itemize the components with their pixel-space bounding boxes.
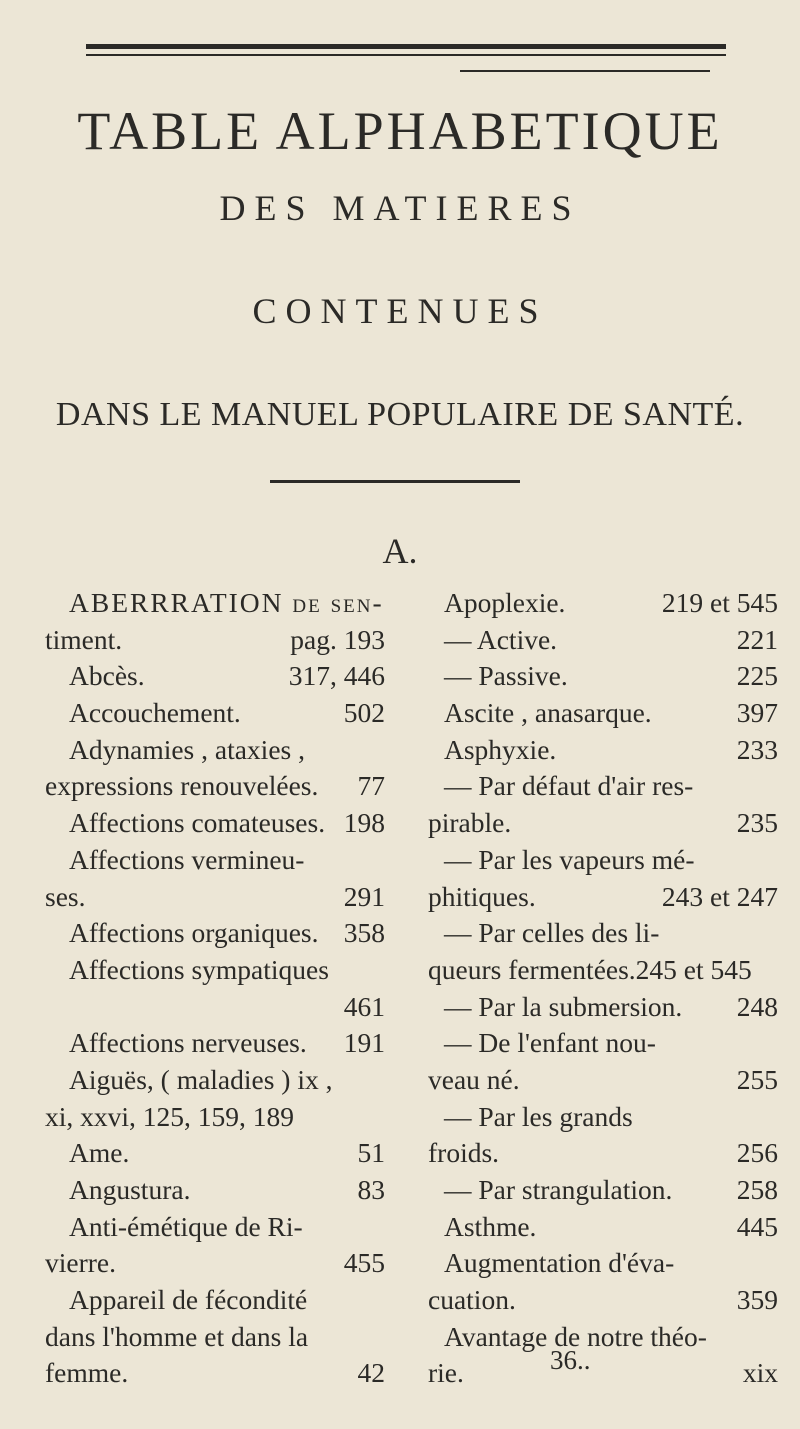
index-entry xyxy=(45,1245,385,1282)
index-entry xyxy=(45,1135,385,1172)
index-entry xyxy=(428,658,778,695)
entry-page xyxy=(377,952,385,989)
index-entry xyxy=(45,768,385,805)
title-line-3: CONTENUES xyxy=(252,291,548,331)
entry-page: 291 xyxy=(343,880,385,912)
index-entry xyxy=(45,1282,385,1319)
index-entry xyxy=(428,989,778,1026)
entry-text: dans l'homme et dans la xyxy=(45,1320,309,1352)
entry-text: pirable. xyxy=(428,807,512,839)
entry-page: 258 xyxy=(736,1174,778,1205)
index-entry xyxy=(428,1135,778,1172)
index-entry xyxy=(45,1025,385,1062)
entry-page: 191 xyxy=(343,1027,385,1059)
entry-text: expressions renouvelées. xyxy=(45,770,319,802)
entry-page: 445 xyxy=(736,1210,778,1242)
title-line-4: DANS LE MANUEL POPULAIRE DE SANTÉ. xyxy=(55,396,745,433)
index-entry xyxy=(428,585,778,622)
entry-page: 317, 446 xyxy=(288,660,385,692)
index-entry xyxy=(45,732,385,769)
entry-page xyxy=(377,842,385,879)
entry-page: 225 xyxy=(736,660,778,692)
index-entry xyxy=(45,1062,385,1099)
entry-page: xix xyxy=(742,1357,778,1389)
index-entry xyxy=(428,879,778,916)
index-entry xyxy=(45,1209,385,1246)
index-entry xyxy=(428,1355,778,1392)
entry-text: Angustura. xyxy=(69,1174,191,1205)
index-entry xyxy=(45,622,385,659)
index-entry xyxy=(428,1025,778,1062)
entry-text: Abcès. xyxy=(69,660,145,692)
entry-page xyxy=(770,1319,778,1356)
entry-page: 77 xyxy=(357,770,385,802)
entry-page: 455 xyxy=(343,1247,385,1279)
entry-page xyxy=(770,915,778,952)
entry-text: Affections sympatiques xyxy=(69,953,329,985)
index-entry xyxy=(428,1245,778,1282)
index-entry xyxy=(428,768,778,805)
page-signature: 36.. xyxy=(550,1345,591,1375)
entry-text: — Par les vapeurs mé- xyxy=(444,843,695,875)
index-entry xyxy=(428,915,778,952)
entry-page xyxy=(770,1245,778,1282)
index-entry xyxy=(45,842,385,879)
entry-text: queurs fermentées.245 et 545 xyxy=(428,953,752,985)
index-entry xyxy=(428,1209,778,1246)
entry-page: 256 xyxy=(736,1137,778,1169)
entry-page: pag. 193 xyxy=(290,623,385,655)
entry-text: — Par les grands xyxy=(444,1100,633,1132)
entry-page: 219 et 545 xyxy=(661,587,778,618)
entry-text: ABERRRATION de sen- xyxy=(69,587,384,618)
entry-text: timent. xyxy=(45,623,123,655)
entry-text: — Par la submersion. xyxy=(444,990,683,1022)
left-column xyxy=(45,585,385,1392)
index-entry xyxy=(45,879,385,916)
index-entry xyxy=(428,805,778,842)
entry-text: Apoplexie. xyxy=(444,587,566,618)
entry-page: 255 xyxy=(736,1063,778,1095)
entry-text: Ascite , anasarque. xyxy=(444,697,652,729)
entry-text: Appareil de fécondité xyxy=(69,1284,308,1316)
index-entry xyxy=(45,585,385,622)
index-entry xyxy=(428,1062,778,1099)
index-entry xyxy=(45,1099,385,1136)
index-entry xyxy=(428,622,778,659)
index-entry xyxy=(45,989,385,1026)
entry-page xyxy=(377,1062,385,1099)
entry-text: Asphyxie. xyxy=(444,733,557,765)
entry-page: 235 xyxy=(736,807,778,839)
right-column xyxy=(428,585,778,1392)
entry-text: — Par défaut d'air res- xyxy=(444,770,694,802)
index-entry xyxy=(428,695,778,732)
entry-text: Avantage de notre théo- xyxy=(444,1320,707,1352)
entry-page xyxy=(384,585,392,622)
entry-page xyxy=(770,1025,778,1062)
entry-page: 83 xyxy=(357,1174,385,1205)
entry-text: Affections nerveuses. xyxy=(69,1027,307,1059)
index-entry xyxy=(428,1172,778,1209)
index-entry xyxy=(428,842,778,879)
entry-page: 221 xyxy=(736,623,778,655)
index-entry xyxy=(428,1319,778,1356)
entry-text: rie. xyxy=(428,1357,464,1389)
entry-page xyxy=(377,1209,385,1246)
entry-text: cuation. xyxy=(428,1284,516,1316)
entry-page: 358 xyxy=(343,917,385,949)
entry-page: 397 xyxy=(736,697,778,729)
entry-page xyxy=(377,1099,385,1136)
entry-text: Augmentation d'éva- xyxy=(444,1247,675,1279)
index-entry xyxy=(45,658,385,695)
entry-page xyxy=(377,732,385,769)
index-entry xyxy=(45,1355,385,1392)
index-entry xyxy=(428,1282,778,1319)
entry-text: Asthme. xyxy=(444,1210,537,1242)
entry-page: 51 xyxy=(357,1137,385,1169)
entry-text: vierre. xyxy=(45,1247,116,1279)
entry-text: froids. xyxy=(428,1137,500,1169)
top-rule-short xyxy=(460,70,710,72)
entry-page xyxy=(377,1282,385,1319)
index-entry xyxy=(428,1099,778,1136)
entry-text: Adynamies , ataxies , xyxy=(69,733,305,765)
separator-rule xyxy=(270,480,520,483)
entry-text: — De l'enfant nou- xyxy=(444,1027,656,1059)
entry-text: ses. xyxy=(45,880,86,912)
title-line-1: TABLE ALPHABETIQUE xyxy=(77,101,723,161)
entry-page: 502 xyxy=(343,697,385,729)
top-rule-thin xyxy=(86,54,726,56)
entry-text: Aiguës, ( maladies ) ix , xyxy=(69,1063,333,1095)
index-entry xyxy=(45,915,385,952)
entry-text: Affections comateuses. xyxy=(69,807,326,839)
entry-text: — Active. xyxy=(444,623,558,655)
entry-text: xi, xxvi, 125, 159, 189 xyxy=(45,1100,295,1132)
index-entry xyxy=(428,952,778,989)
entry-page: 248 xyxy=(736,990,778,1022)
entry-page: 243 et 247 xyxy=(661,880,778,912)
index-entry xyxy=(45,1172,385,1209)
entry-page xyxy=(770,842,778,879)
entry-text: Ame. xyxy=(69,1137,130,1169)
entry-text: Accouchement. xyxy=(69,697,241,729)
entry-page: 359 xyxy=(736,1284,778,1316)
entry-text: phitiques. xyxy=(428,880,536,912)
entry-text: femme. xyxy=(45,1357,129,1389)
entry-page xyxy=(770,1099,778,1136)
index-entry xyxy=(45,1319,385,1356)
entry-page xyxy=(770,768,778,805)
entry-page xyxy=(377,1319,385,1356)
section-letter: A. xyxy=(382,531,418,571)
entry-page xyxy=(770,952,778,989)
title-line-2: DES MATIERES xyxy=(219,188,581,228)
entry-text: Anti-émétique de Ri- xyxy=(69,1210,303,1242)
entry-page: 198 xyxy=(343,807,385,839)
entry-page: 42 xyxy=(357,1357,385,1389)
index-entry xyxy=(45,805,385,842)
index-entry xyxy=(45,695,385,732)
entry-text: — Passive. xyxy=(444,660,568,692)
entry-text: — Par strangulation. xyxy=(444,1174,673,1205)
entry-page: 461 xyxy=(343,990,385,1022)
index-entry xyxy=(45,952,385,989)
top-rule-thick xyxy=(86,44,726,49)
entry-text: Affections vermineu- xyxy=(69,843,305,875)
entry-text: veau né. xyxy=(428,1063,520,1095)
index-entry xyxy=(428,732,778,769)
entry-text: Affections organiques. xyxy=(69,917,319,949)
entry-page: 233 xyxy=(736,733,778,765)
entry-text: — Par celles des li- xyxy=(444,917,660,949)
